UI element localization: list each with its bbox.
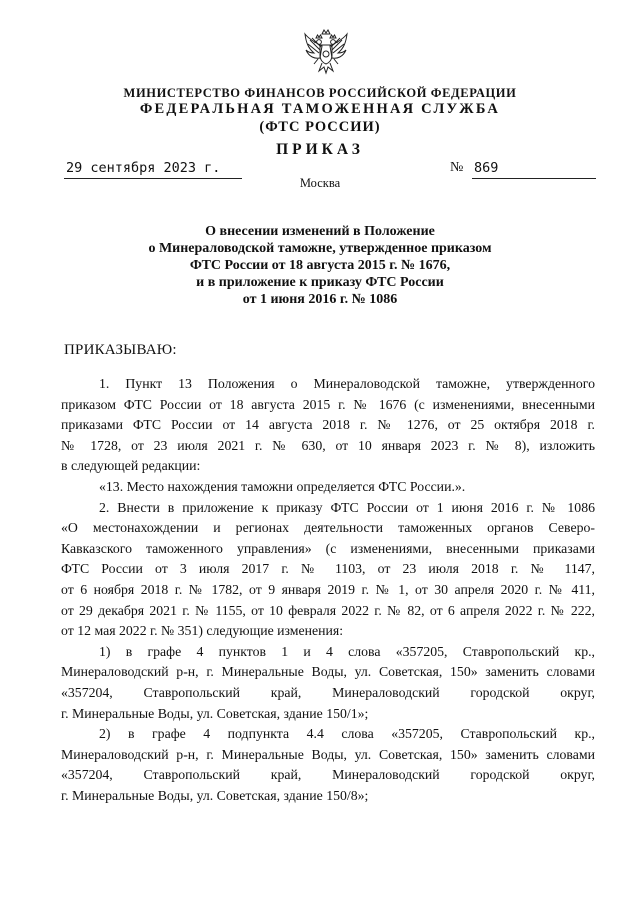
body-line: ФТС России от 3 июля 2017 г. № 1103, от 23 июля 2018 г. № 1147, (61, 561, 595, 577)
document-title (0, 223, 640, 308)
body-line: «357204, Ставропольский край, Минераловодский городской округ, (61, 767, 595, 783)
body-line: в следующей редакции: (61, 458, 201, 474)
body-line: Кавказского таможенного управления» (с изменениями, внесенными приказами (61, 540, 595, 556)
body-line: 2. Внести в приложение к приказу ФТС России от 1 июня 2016 г. № 1086 (99, 499, 595, 515)
order-date: 29 сентября 2023 г. (64, 160, 242, 179)
body-line: от 29 декабря 2021 г. № 1155, от 10 февраля 2022 г. № 82, от 6 апреля 2022 г. № 222, (61, 602, 595, 618)
body-line: «О местонахождении и регионах деятельности таможенных органов Северо- (61, 520, 595, 536)
body-line: «13. Место нахождения таможни определяется ФТС России.». (99, 478, 466, 494)
body-line: № 1728, от 23 июля 2021 г. № 630, от 10 января 2023 г. № 8), изложить (61, 437, 595, 453)
order-directive: ПРИКАЗЫВАЮ: (64, 342, 177, 358)
coat-of-arms-icon (302, 26, 350, 76)
order-number: 869 (472, 160, 596, 179)
body-line: Минераловодский р-н, г. Минеральные Воды, ул. Советская, 150» заменить словами (61, 746, 595, 762)
body-line: «357204, Ставропольский край, Минераловодский городской округ, (61, 684, 595, 700)
body-line: 1. Пункт 13 Положения о Минераловодской таможне, утвержденного (99, 376, 595, 391)
body-line: от 6 ноября 2018 г. № 1782, от 9 января 2019 г. № 1, от 30 апреля 2020 г. № 411, (61, 581, 595, 597)
service-name: ФЕДЕРАЛЬНАЯ ТАМОЖЕННАЯ СЛУЖБА (139, 101, 501, 117)
body-line: от 12 мая 2022 г. № 351) следующие изменения: (61, 623, 344, 639)
body-line: 2) в графе 4 подпункта 4.4 слова «357205, Ставропольский кр., (99, 726, 595, 742)
body-line: г. Минеральные Воды, ул. Советская, здание 150/8»; (61, 787, 369, 803)
title-line: о Минераловодской таможне, утвержденное приказом (148, 241, 492, 256)
document-body (61, 374, 595, 806)
ministry-name: МИНИСТЕРСТВО ФИНАНСОВ РОССИЙСКОЙ ФЕДЕРАЦИИ (123, 86, 517, 100)
body-line: приказами ФТС России от 14 августа 2018 г. № 1276, от 25 октября 2018 г. (61, 417, 595, 433)
issue-city: Москва (299, 176, 341, 190)
number-label: № (450, 160, 464, 175)
service-short-name: (ФТС РОССИИ) (259, 119, 381, 135)
title-line: О внесении изменений в Положение (205, 224, 435, 239)
body-line: приказом ФТС России от 18 августа 2015 г. № 1676 (с изменениями, внесенными (61, 396, 595, 412)
document-type: ПРИКАЗ (276, 141, 364, 158)
title-line: и в приложение к приказу ФТС России (196, 275, 444, 290)
body-line: Минераловодский р-н, г. Минеральные Воды, ул. Советская, 150» заменить словами (61, 664, 595, 680)
title-line: от 1 июня 2016 г. № 1086 (242, 292, 398, 307)
body-line: 1) в графе 4 пунктов 1 и 4 слова «357205, Ставропольский кр., (99, 643, 595, 659)
body-line: г. Минеральные Воды, ул. Советская, здание 150/1»; (61, 705, 369, 721)
title-line: ФТС России от 18 августа 2015 г. № 1676, (189, 258, 451, 273)
